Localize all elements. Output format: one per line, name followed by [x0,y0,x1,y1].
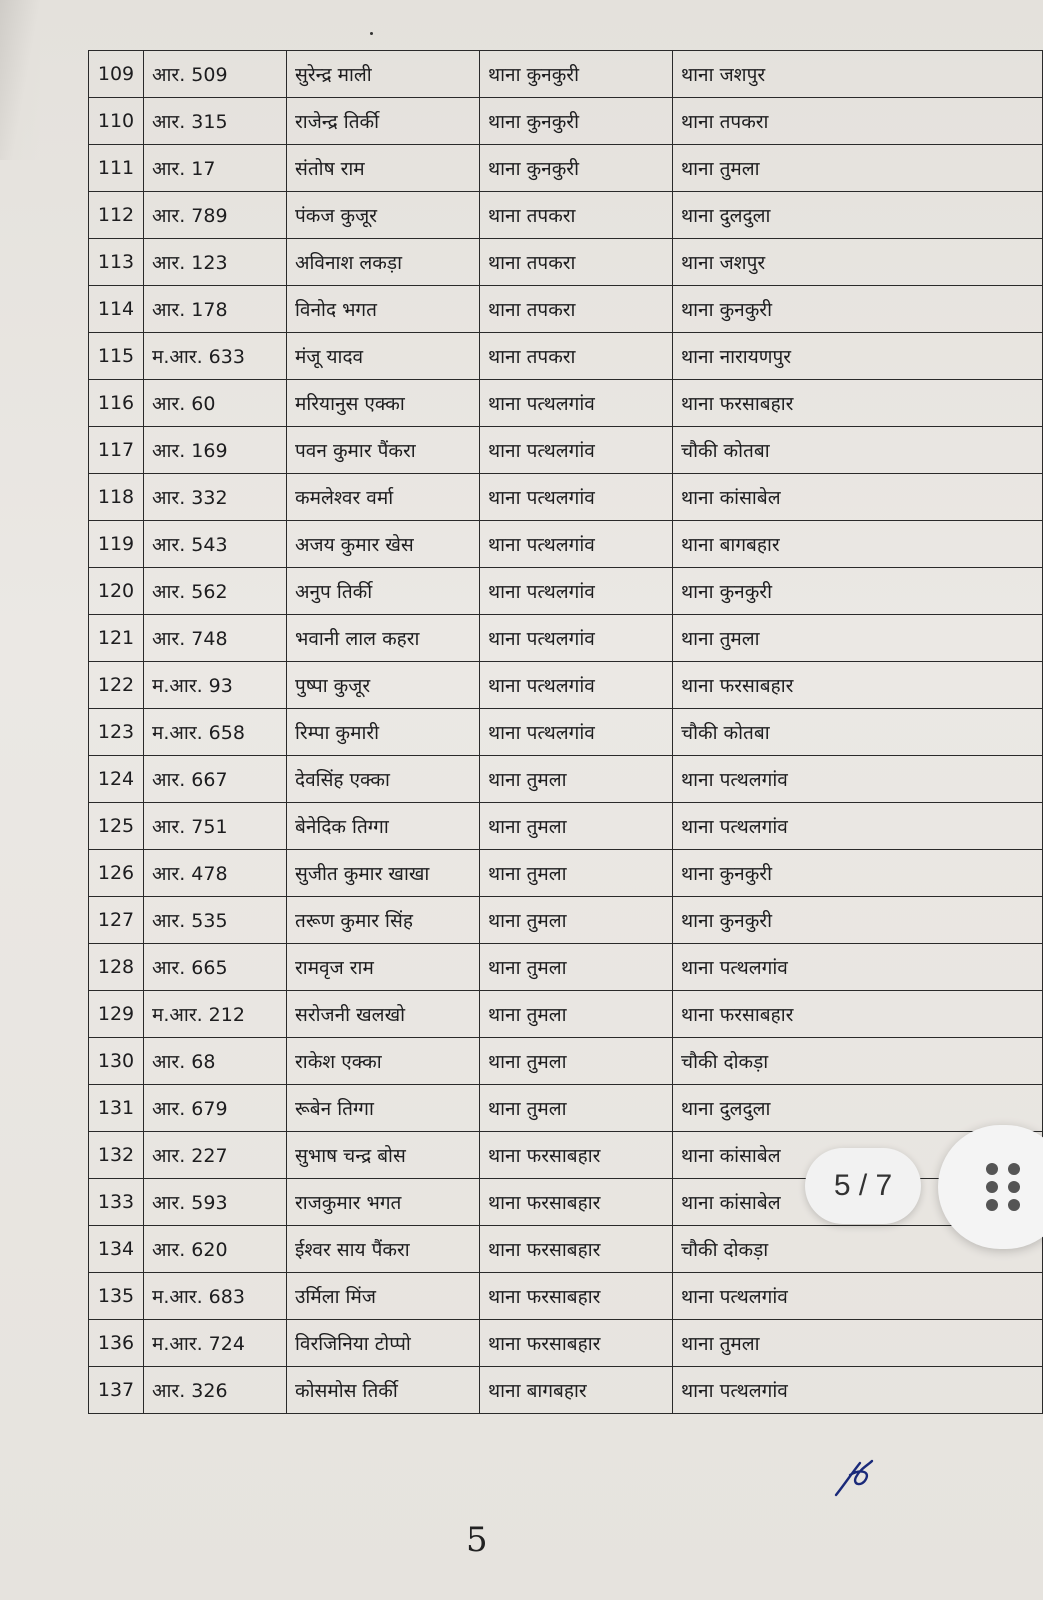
posted-to-cell: थाना तुमला [673,145,1043,192]
serial-number-cell: 124 [89,756,144,803]
serial-number-cell: 122 [89,662,144,709]
table-row [89,192,1043,239]
posted-to-cell: थाना पत्थलगांव [673,1273,1043,1320]
table-row [89,474,1043,521]
posted-to-cell: चौकी कोतबा [673,427,1043,474]
name-cell: कोसमोस तिर्की [287,1367,480,1414]
name-cell: विरजिनिया टोप्पो [287,1320,480,1367]
posted-to-cell: चौकी कोतबा [673,709,1043,756]
posted-to-cell: चौकी दोकड़ा [673,1226,1043,1273]
serial-number-cell: 136 [89,1320,144,1367]
serial-number-cell: 117 [89,427,144,474]
serial-number-cell: 121 [89,615,144,662]
serial-number-cell: 120 [89,568,144,615]
name-cell: मरियानुस एक्का [287,380,480,427]
name-cell: ईश्वर साय पैंकरा [287,1226,480,1273]
constable-number-cell: आर. 17 [144,145,287,192]
serial-number-cell: 135 [89,1273,144,1320]
page-indicator: 5 / 7 [805,1148,921,1224]
serial-number-cell: 129 [89,991,144,1038]
posted-from-cell: थाना तुमला [480,803,673,850]
posted-from-cell: थाना तुमला [480,991,673,1038]
table-row [89,380,1043,427]
name-cell: पंकज कुजूर [287,192,480,239]
table-row [89,427,1043,474]
constable-number-cell: म.आर. 93 [144,662,287,709]
table-row [89,991,1043,1038]
posted-to-cell: थाना फरसाबहार [673,662,1043,709]
posted-from-cell: थाना तपकरा [480,286,673,333]
posted-to-cell: थाना पत्थलगांव [673,944,1043,991]
posted-from-cell: थाना फरसाबहार [480,1132,673,1179]
posted-to-cell: थाना तपकरा [673,98,1043,145]
constable-number-cell: आर. 509 [144,51,287,98]
serial-number-cell: 126 [89,850,144,897]
table-row [89,239,1043,286]
name-cell: पवन कुमार पैंकरा [287,427,480,474]
constable-number-cell: आर. 68 [144,1038,287,1085]
posted-from-cell: थाना पत्थलगांव [480,474,673,521]
table-row [89,1367,1043,1414]
constable-number-cell: म.आर. 724 [144,1320,287,1367]
constable-number-cell: म.आर. 658 [144,709,287,756]
serial-number-cell: 119 [89,521,144,568]
name-cell: राकेश एक्का [287,1038,480,1085]
serial-number-cell: 112 [89,192,144,239]
table-row [89,615,1043,662]
table-row [89,1038,1043,1085]
paper-speck [370,32,373,35]
posted-to-cell: थाना कुनकुरी [673,897,1043,944]
name-cell: तरूण कुमार सिंह [287,897,480,944]
table-row [89,568,1043,615]
constable-number-cell: आर. 593 [144,1179,287,1226]
posted-to-cell: थाना तुमला [673,615,1043,662]
table-row [89,145,1043,192]
serial-number-cell: 113 [89,239,144,286]
serial-number-cell: 115 [89,333,144,380]
posted-from-cell: थाना पत्थलगांव [480,380,673,427]
posted-to-cell: थाना नारायणपुर [673,333,1043,380]
posted-from-cell: थाना तपकरा [480,239,673,286]
posted-to-cell: थाना तुमला [673,1320,1043,1367]
serial-number-cell: 133 [89,1179,144,1226]
posted-from-cell: थाना बागबहार [480,1367,673,1414]
table-row [89,286,1043,333]
table-row [89,1320,1043,1367]
name-cell: सुरेन्द्र माली [287,51,480,98]
posted-from-cell: थाना तुमला [480,756,673,803]
table-row [89,1085,1043,1132]
posted-from-cell: थाना पत्थलगांव [480,427,673,474]
serial-number-cell: 130 [89,1038,144,1085]
constable-number-cell: आर. 665 [144,944,287,991]
name-cell: राजेन्द्र तिर्की [287,98,480,145]
constable-number-cell: आर. 123 [144,239,287,286]
posted-from-cell: थाना पत्थलगांव [480,662,673,709]
serial-number-cell: 131 [89,1085,144,1132]
dots-grid-icon [986,1163,1020,1211]
serial-number-cell: 128 [89,944,144,991]
posted-from-cell: थाना फरसाबहार [480,1179,673,1226]
posted-from-cell: थाना पत्थलगांव [480,615,673,662]
constable-number-cell: आर. 535 [144,897,287,944]
posted-from-cell: थाना तपकरा [480,333,673,380]
posted-to-cell: थाना फरसाबहार [673,991,1043,1038]
name-cell: सुभाष चन्द्र बोस [287,1132,480,1179]
table-row [89,333,1043,380]
posted-from-cell: थाना तुमला [480,1038,673,1085]
posted-to-cell: थाना जशपुर [673,51,1043,98]
table-row [89,51,1043,98]
table-row [89,944,1043,991]
name-cell: उर्मिला मिंज [287,1273,480,1320]
posted-from-cell: थाना फरसाबहार [480,1320,673,1367]
constable-number-cell: आर. 315 [144,98,287,145]
posted-from-cell: थाना कुनकुरी [480,145,673,192]
posted-from-cell: थाना तुमला [480,1085,673,1132]
table-row [89,709,1043,756]
constable-number-cell: आर. 789 [144,192,287,239]
name-cell: अविनाश लकड़ा [287,239,480,286]
name-cell: संतोष राम [287,145,480,192]
posted-to-cell: थाना जशपुर [673,239,1043,286]
name-cell: रिम्पा कुमारी [287,709,480,756]
posted-from-cell: थाना पत्थलगांव [480,568,673,615]
table-row [89,897,1043,944]
serial-number-cell: 118 [89,474,144,521]
name-cell: विनोद भगत [287,286,480,333]
serial-number-cell: 114 [89,286,144,333]
name-cell: अनुप तिर्की [287,568,480,615]
constable-number-cell: आर. 562 [144,568,287,615]
constable-number-cell: आर. 751 [144,803,287,850]
name-cell: कमलेश्वर वर्मा [287,474,480,521]
posted-from-cell: थाना पत्थलगांव [480,709,673,756]
posted-to-cell: थाना पत्थलगांव [673,803,1043,850]
serial-number-cell: 137 [89,1367,144,1414]
posted-from-cell: थाना तुमला [480,897,673,944]
name-cell: रूबेन तिग्गा [287,1085,480,1132]
name-cell: मंजू यादव [287,333,480,380]
serial-number-cell: 132 [89,1132,144,1179]
posted-from-cell: थाना फरसाबहार [480,1226,673,1273]
table-row [89,1273,1043,1320]
posted-from-cell: थाना फरसाबहार [480,1273,673,1320]
constable-number-cell: आर. 332 [144,474,287,521]
name-cell: अजय कुमार खेस [287,521,480,568]
name-cell: पुष्पा कुजूर [287,662,480,709]
table-row [89,756,1043,803]
posted-from-cell: थाना पत्थलगांव [480,521,673,568]
constable-number-cell: म.आर. 212 [144,991,287,1038]
page-number: 5 [466,1520,488,1560]
posted-to-cell: थाना दुलदुला [673,192,1043,239]
constable-number-cell: आर. 620 [144,1226,287,1273]
constable-number-cell: आर. 227 [144,1132,287,1179]
serial-number-cell: 127 [89,897,144,944]
name-cell: सरोजनी खलखो [287,991,480,1038]
serial-number-cell: 134 [89,1226,144,1273]
serial-number-cell: 109 [89,51,144,98]
constable-number-cell: म.आर. 633 [144,333,287,380]
table-row [89,803,1043,850]
posted-to-cell: थाना कांसाबेल [673,1179,1043,1226]
name-cell: रामवृज राम [287,944,480,991]
posted-to-cell: थाना पत्थलगांव [673,1367,1043,1414]
serial-number-cell: 116 [89,380,144,427]
constable-number-cell: आर. 679 [144,1085,287,1132]
posted-to-cell: थाना कुनकुरी [673,568,1043,615]
serial-number-cell: 123 [89,709,144,756]
serial-number-cell: 111 [89,145,144,192]
name-cell: राजकुमार भगत [287,1179,480,1226]
constable-number-cell: आर. 748 [144,615,287,662]
constable-number-cell: आर. 478 [144,850,287,897]
posted-to-cell: थाना कांसाबेल [673,474,1043,521]
table-row [89,662,1043,709]
posted-to-cell: थाना फरसाबहार [673,380,1043,427]
posted-to-cell: थाना कुनकुरी [673,850,1043,897]
posted-to-cell: चौकी दोकड़ा [673,1038,1043,1085]
posted-from-cell: थाना कुनकुरी [480,98,673,145]
table-row [89,98,1043,145]
posted-from-cell: थाना तुमला [480,850,673,897]
constable-number-cell: आर. 178 [144,286,287,333]
posted-to-cell: थाना दुलदुला [673,1085,1043,1132]
constable-number-cell: आर. 667 [144,756,287,803]
posted-to-cell: थाना कुनकुरी [673,286,1043,333]
constable-number-cell: आर. 169 [144,427,287,474]
name-cell: देवसिंह एक्का [287,756,480,803]
name-cell: सुजीत कुमार खाखा [287,850,480,897]
posted-to-cell: थाना पत्थलगांव [673,756,1043,803]
table-row [89,1226,1043,1273]
serial-number-cell: 110 [89,98,144,145]
page-fold-shadow [0,0,40,160]
name-cell: बेनेदिक तिग्गा [287,803,480,850]
constable-number-cell: म.आर. 683 [144,1273,287,1320]
posted-to-cell: थाना बागबहार [673,521,1043,568]
constable-number-cell: आर. 60 [144,380,287,427]
serial-number-cell: 125 [89,803,144,850]
table-row [89,521,1043,568]
constable-number-cell: आर. 326 [144,1367,287,1414]
posted-to-cell: थाना कांसाबेल [673,1132,1043,1179]
posted-from-cell: थाना तपकरा [480,192,673,239]
name-cell: भवानी लाल कहरा [287,615,480,662]
constable-number-cell: आर. 543 [144,521,287,568]
signature-initial-mark [830,1455,880,1500]
table-row [89,850,1043,897]
posted-from-cell: थाना कुनकुरी [480,51,673,98]
posted-from-cell: थाना तुमला [480,944,673,991]
